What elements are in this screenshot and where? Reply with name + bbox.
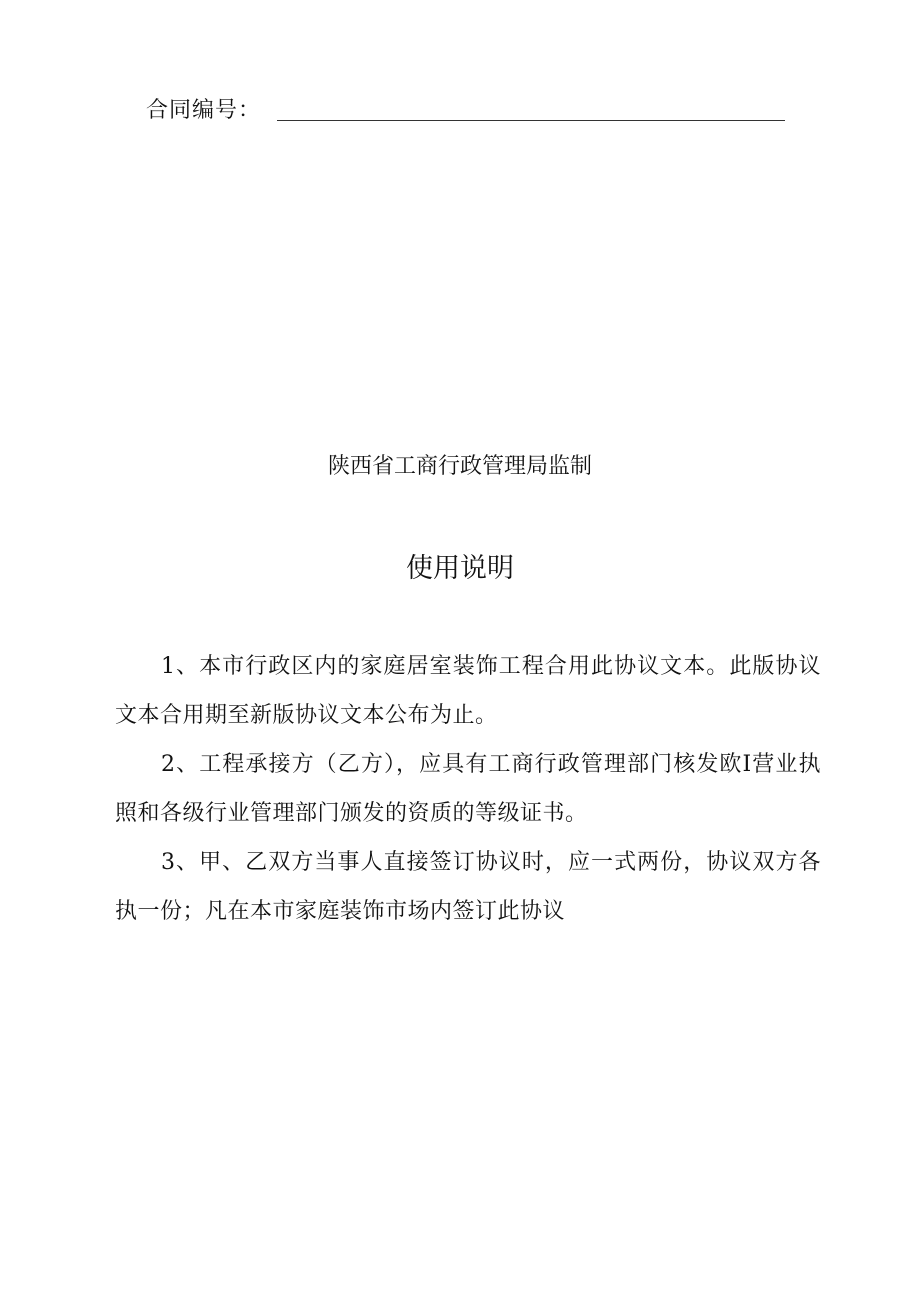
section-title: 使用说明	[406, 553, 514, 584]
instructions-list	[115, 642, 821, 936]
contract-number-label: 合同编号：	[146, 98, 262, 123]
contract-number-blank-line	[277, 120, 785, 121]
instruction-item-2: 2、工程承接方（乙方），应具有工商行政管理部门核发欧I营业执照和各级行业管理部门颁发的资质的等级证书。	[115, 752, 821, 826]
instruction-item-1: 1、本市行政区内的家庭居室装饰工程合用此协议文本。此版协议文本合用期至新版协议文本公布为止。	[115, 654, 821, 728]
contract-number-row	[146, 92, 261, 126]
issuer-line: 陕西省工商行政管理局监制	[327, 454, 592, 479]
instruction-item-3: 3、甲、乙双方当事人直接签订协议时，应一式两份，协议双方各执一份；凡在本市家庭装饰市场内签订此协议	[115, 850, 821, 924]
